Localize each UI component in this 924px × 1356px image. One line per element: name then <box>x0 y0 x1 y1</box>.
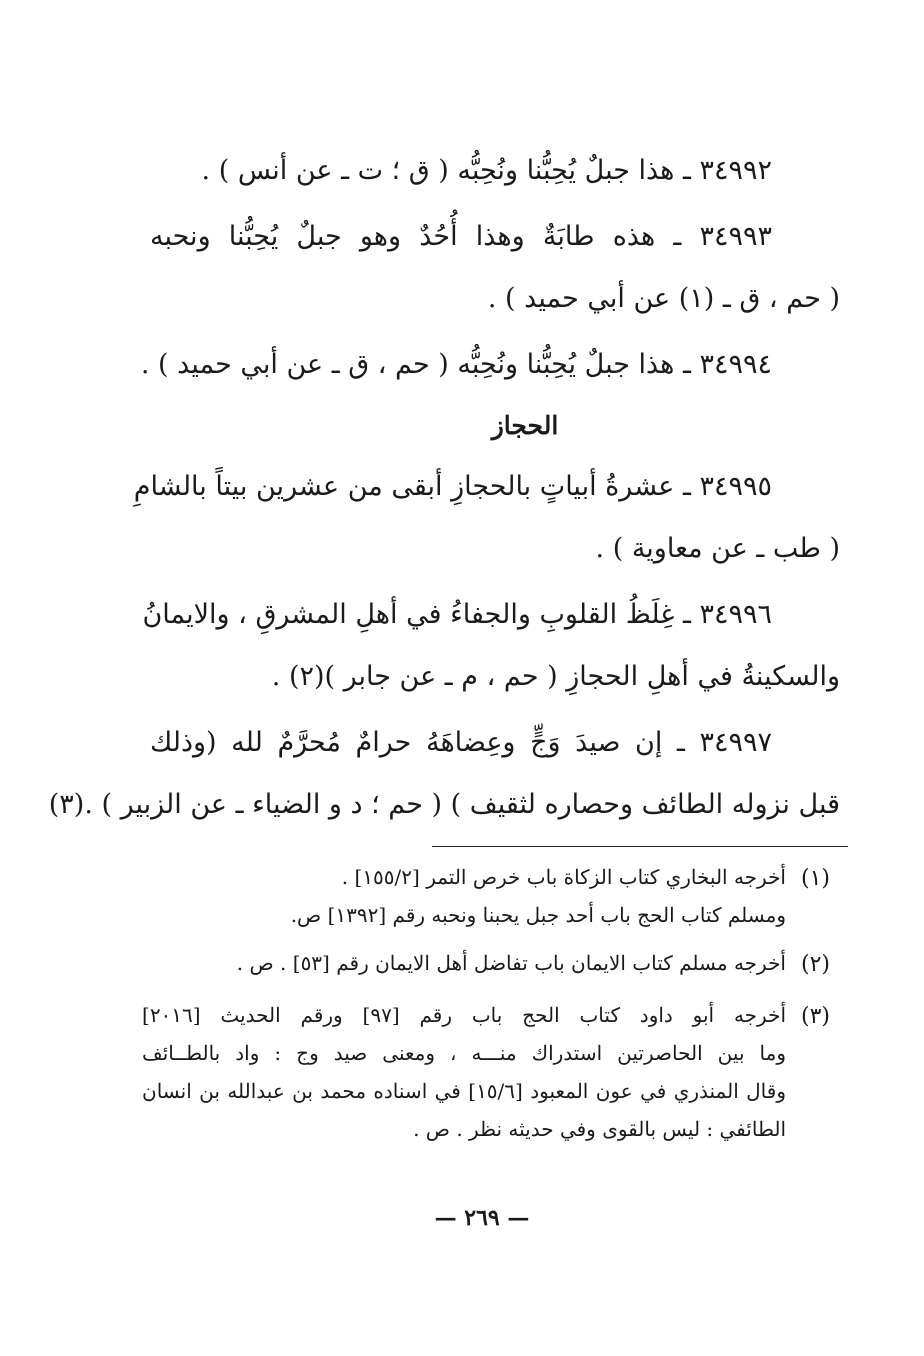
hadith-line: ٣٤٩٩٣ ـ هذه طابَةٌ وهذا أُحُدٌ وهو جبلٌ يُحِبُّنا ونحبه <box>150 221 772 252</box>
hadith-line: والسكينةُ في أهلِ الحجازِ ( حم ، م ـ عن جابر )(٢) . <box>271 661 840 692</box>
hadith-line: ٣٤٩٩٧ ـ إن صيدَ وَجٍّ وعِضاهَهُ حرامٌ مُحرَّمٌ لله (وذلك <box>150 727 772 758</box>
footnote-line: أخرجه مسلم كتاب الايمان باب تفاضل أهل الايمان رقم [٥٣] . ص . <box>236 951 786 975</box>
hadith-line: ٣٤٩٩٤ ـ هذا جبلٌ يُحِبُّنا ونُحِبُّه ( حم ، ق ـ عن أبي حميد ) . <box>140 349 772 380</box>
footnote-number: (٢) <box>800 952 830 977</box>
hadith-line: ٣٤٩٩٢ ـ هذا جبلٌ يُحِبُّنا ونُحِبُّه ( ق ؛ ت ـ عن أنس ) . <box>201 155 772 186</box>
hadith-line: ٣٤٩٩٥ ـ عشرةُ أبياتٍ بالحجازِ أبقى من عشرين بيتاً بالشامِ <box>133 471 772 502</box>
footnote-1 <box>142 858 842 934</box>
hadith-line: قبل نزوله الطائف وحصاره لثقيف ) ( حم ؛ د و الضياء ـ عن الزبير ) .(٣) <box>48 789 840 820</box>
hadith-line: ٣٤٩٩٦ ـ غِلَظُ القلوبِ والجفاءُ في أهلِ المشرقِ ، والايمانُ <box>142 599 772 630</box>
hadith-34996 <box>142 584 840 708</box>
hadith-line: ( حم ، ق ـ (١) عن أبي حميد ) . <box>487 283 840 314</box>
footnote-2 <box>142 944 842 986</box>
footnote-line: أخرجه أبو داود كتاب الحج باب رقم [٩٧] ورقم الحديث [٢٠١٦] <box>142 1003 786 1027</box>
hadith-line: ( طب ـ عن معاوية ) . <box>595 533 840 564</box>
footnote-line: ومسلم كتاب الحج باب أحد جبل يحبنا ونحبه رقم [١٣٩٢] ص. <box>290 903 786 927</box>
footnote-line: وما بين الحاصرتين استدراك منـــه ، ومعنى صيد وج : واد بالطــائف <box>142 1041 786 1065</box>
footnote-divider <box>432 846 848 847</box>
page-number: — ٢٦٩ — <box>434 1205 530 1231</box>
hadith-34995 <box>133 456 840 580</box>
footnote-line: وقال المنذري في عون المعبود [١٥/٦] في اسناده محمد بن عبدالله بن انسان <box>142 1079 786 1103</box>
footnote-number: (٣) <box>800 1004 830 1029</box>
hadith-34997 <box>48 712 840 836</box>
footnote-body <box>142 944 786 986</box>
footnote-body <box>142 996 786 1148</box>
main-text <box>48 140 840 836</box>
footnote-line: الطائفي : ليس بالقوى وفي حديثه نظر . ص . <box>413 1117 786 1141</box>
footnote-3 <box>142 996 842 1148</box>
hadith-34992 <box>150 140 840 202</box>
footnote-number: (١) <box>800 866 830 891</box>
footnotes <box>142 858 842 1158</box>
footnote-line: أخرجه البخاري كتاب الزكاة باب خرص التمر [١٥٥/٢] . <box>341 865 786 889</box>
hadith-34994 <box>140 334 840 396</box>
footnote-body <box>142 858 786 934</box>
hadith-34993 <box>150 206 840 330</box>
section-heading: الحجاز <box>491 411 559 440</box>
